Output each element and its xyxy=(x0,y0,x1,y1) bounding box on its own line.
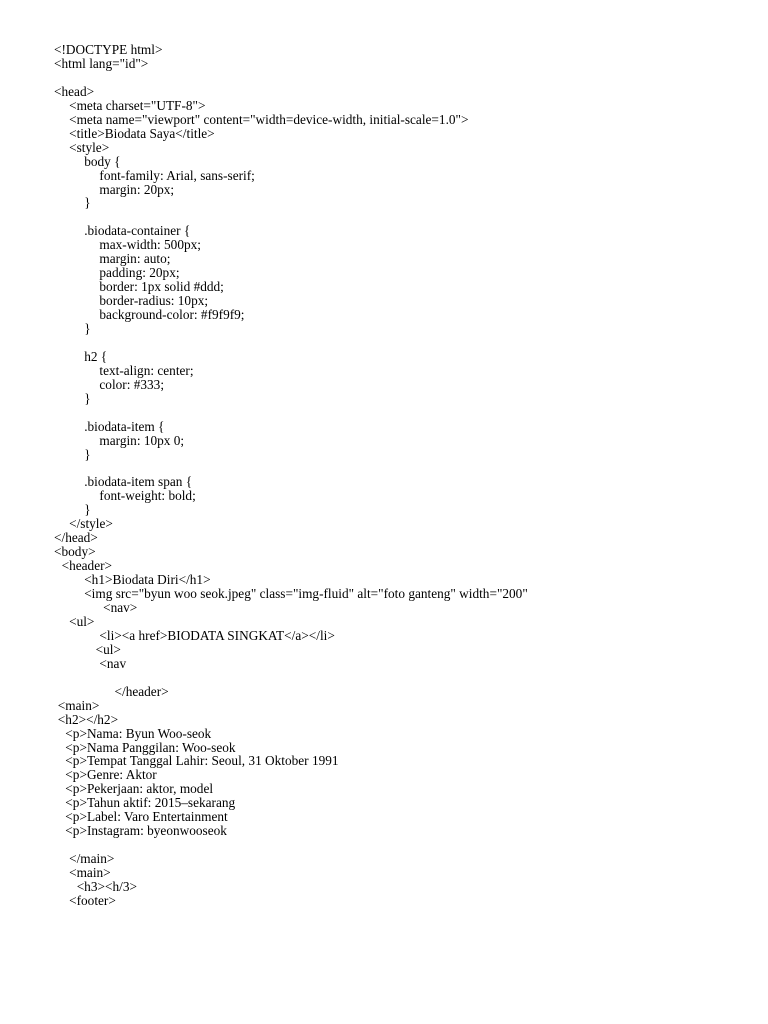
code-line: <head> xyxy=(54,83,95,99)
code-line: <ul> xyxy=(69,613,95,629)
code-line: <!DOCTYPE html> xyxy=(54,42,163,57)
code-line: <li><a href>BIODATA SINGKAT</a></li> xyxy=(99,627,335,643)
code-line: body { xyxy=(84,153,121,169)
code-line: <h1>Biodata Diri</h1> xyxy=(84,572,211,588)
code-line: <p>Pekerjaan: aktor, model xyxy=(65,781,214,797)
code-line: margin: auto; xyxy=(99,251,171,267)
code-line: <footer> xyxy=(69,892,116,908)
code-line: <ul> xyxy=(95,641,121,657)
code-line: <html lang="id"> xyxy=(54,56,149,71)
code-line: <p>Nama Panggilan: Woo-seok xyxy=(65,739,236,755)
code-line: <p>Label: Varo Entertainment xyxy=(65,809,228,825)
code-line: color: #333; xyxy=(99,376,165,392)
code-line: font-weight: bold; xyxy=(99,488,196,504)
code-line: max-width: 500px; xyxy=(99,237,201,253)
code-line: <meta name="viewport" content="width=device-width, initial-scale=1.0"> xyxy=(69,111,469,127)
code-line: <style> xyxy=(69,139,110,155)
code-line: </header> xyxy=(114,683,169,699)
code-line: } xyxy=(84,321,91,336)
code-line: <meta charset="UTF-8"> xyxy=(69,97,206,113)
code-line: border-radius: 10px; xyxy=(99,293,209,309)
code-line: </head> xyxy=(54,530,98,546)
code-line: h2 { xyxy=(84,348,108,364)
code-line: <img src="byun woo seok.jpeg" class="img-fluid" alt="foto ganteng" width="200" xyxy=(84,586,528,601)
code-line: <title>Biodata Saya</title> xyxy=(69,125,215,141)
code-line: text-align: center; xyxy=(99,362,194,378)
code-line: } xyxy=(84,502,91,518)
code-line: <h3><h/3> xyxy=(76,879,137,894)
code-line: .biodata-container { xyxy=(84,223,191,239)
code-line: <p>Tahun aktif: 2015–sekarang xyxy=(65,795,236,811)
code-line: } xyxy=(84,195,91,211)
code-line: <h2></h2> xyxy=(57,711,119,727)
code-line: </style> xyxy=(69,516,113,532)
code-line: <body> xyxy=(54,544,96,560)
code-line: <p>Instagram: byeonwooseok xyxy=(65,823,227,839)
code-line: <main> xyxy=(57,697,100,713)
code-line: } xyxy=(84,390,91,406)
code-line: padding: 20px; xyxy=(99,265,180,281)
code-line: margin: 10px 0; xyxy=(99,432,185,448)
code-line: font-family: Arial, sans-serif; xyxy=(99,167,255,183)
code-line: <p>Genre: Aktor xyxy=(65,767,157,783)
code-line: <p>Nama: Byun Woo-seok xyxy=(65,725,212,741)
code-line: <nav> xyxy=(103,600,138,615)
code-line: .biodata-item { xyxy=(84,418,165,434)
code-line: <p>Tempat Tanggal Lahir: Seoul, 31 Oktober 1991 xyxy=(65,753,339,769)
code-line: margin: 20px; xyxy=(99,181,175,197)
code-line: } xyxy=(84,446,91,462)
code-line: <header> xyxy=(61,558,113,574)
code-line: border: 1px solid #ddd; xyxy=(99,279,224,295)
code-line: background-color: #f9f9f9; xyxy=(99,307,245,323)
code-line: </main> xyxy=(69,851,115,867)
code-line: <main> xyxy=(69,865,111,880)
code-line: <nav xyxy=(99,655,127,671)
code-line: .biodata-item span { xyxy=(84,474,193,490)
